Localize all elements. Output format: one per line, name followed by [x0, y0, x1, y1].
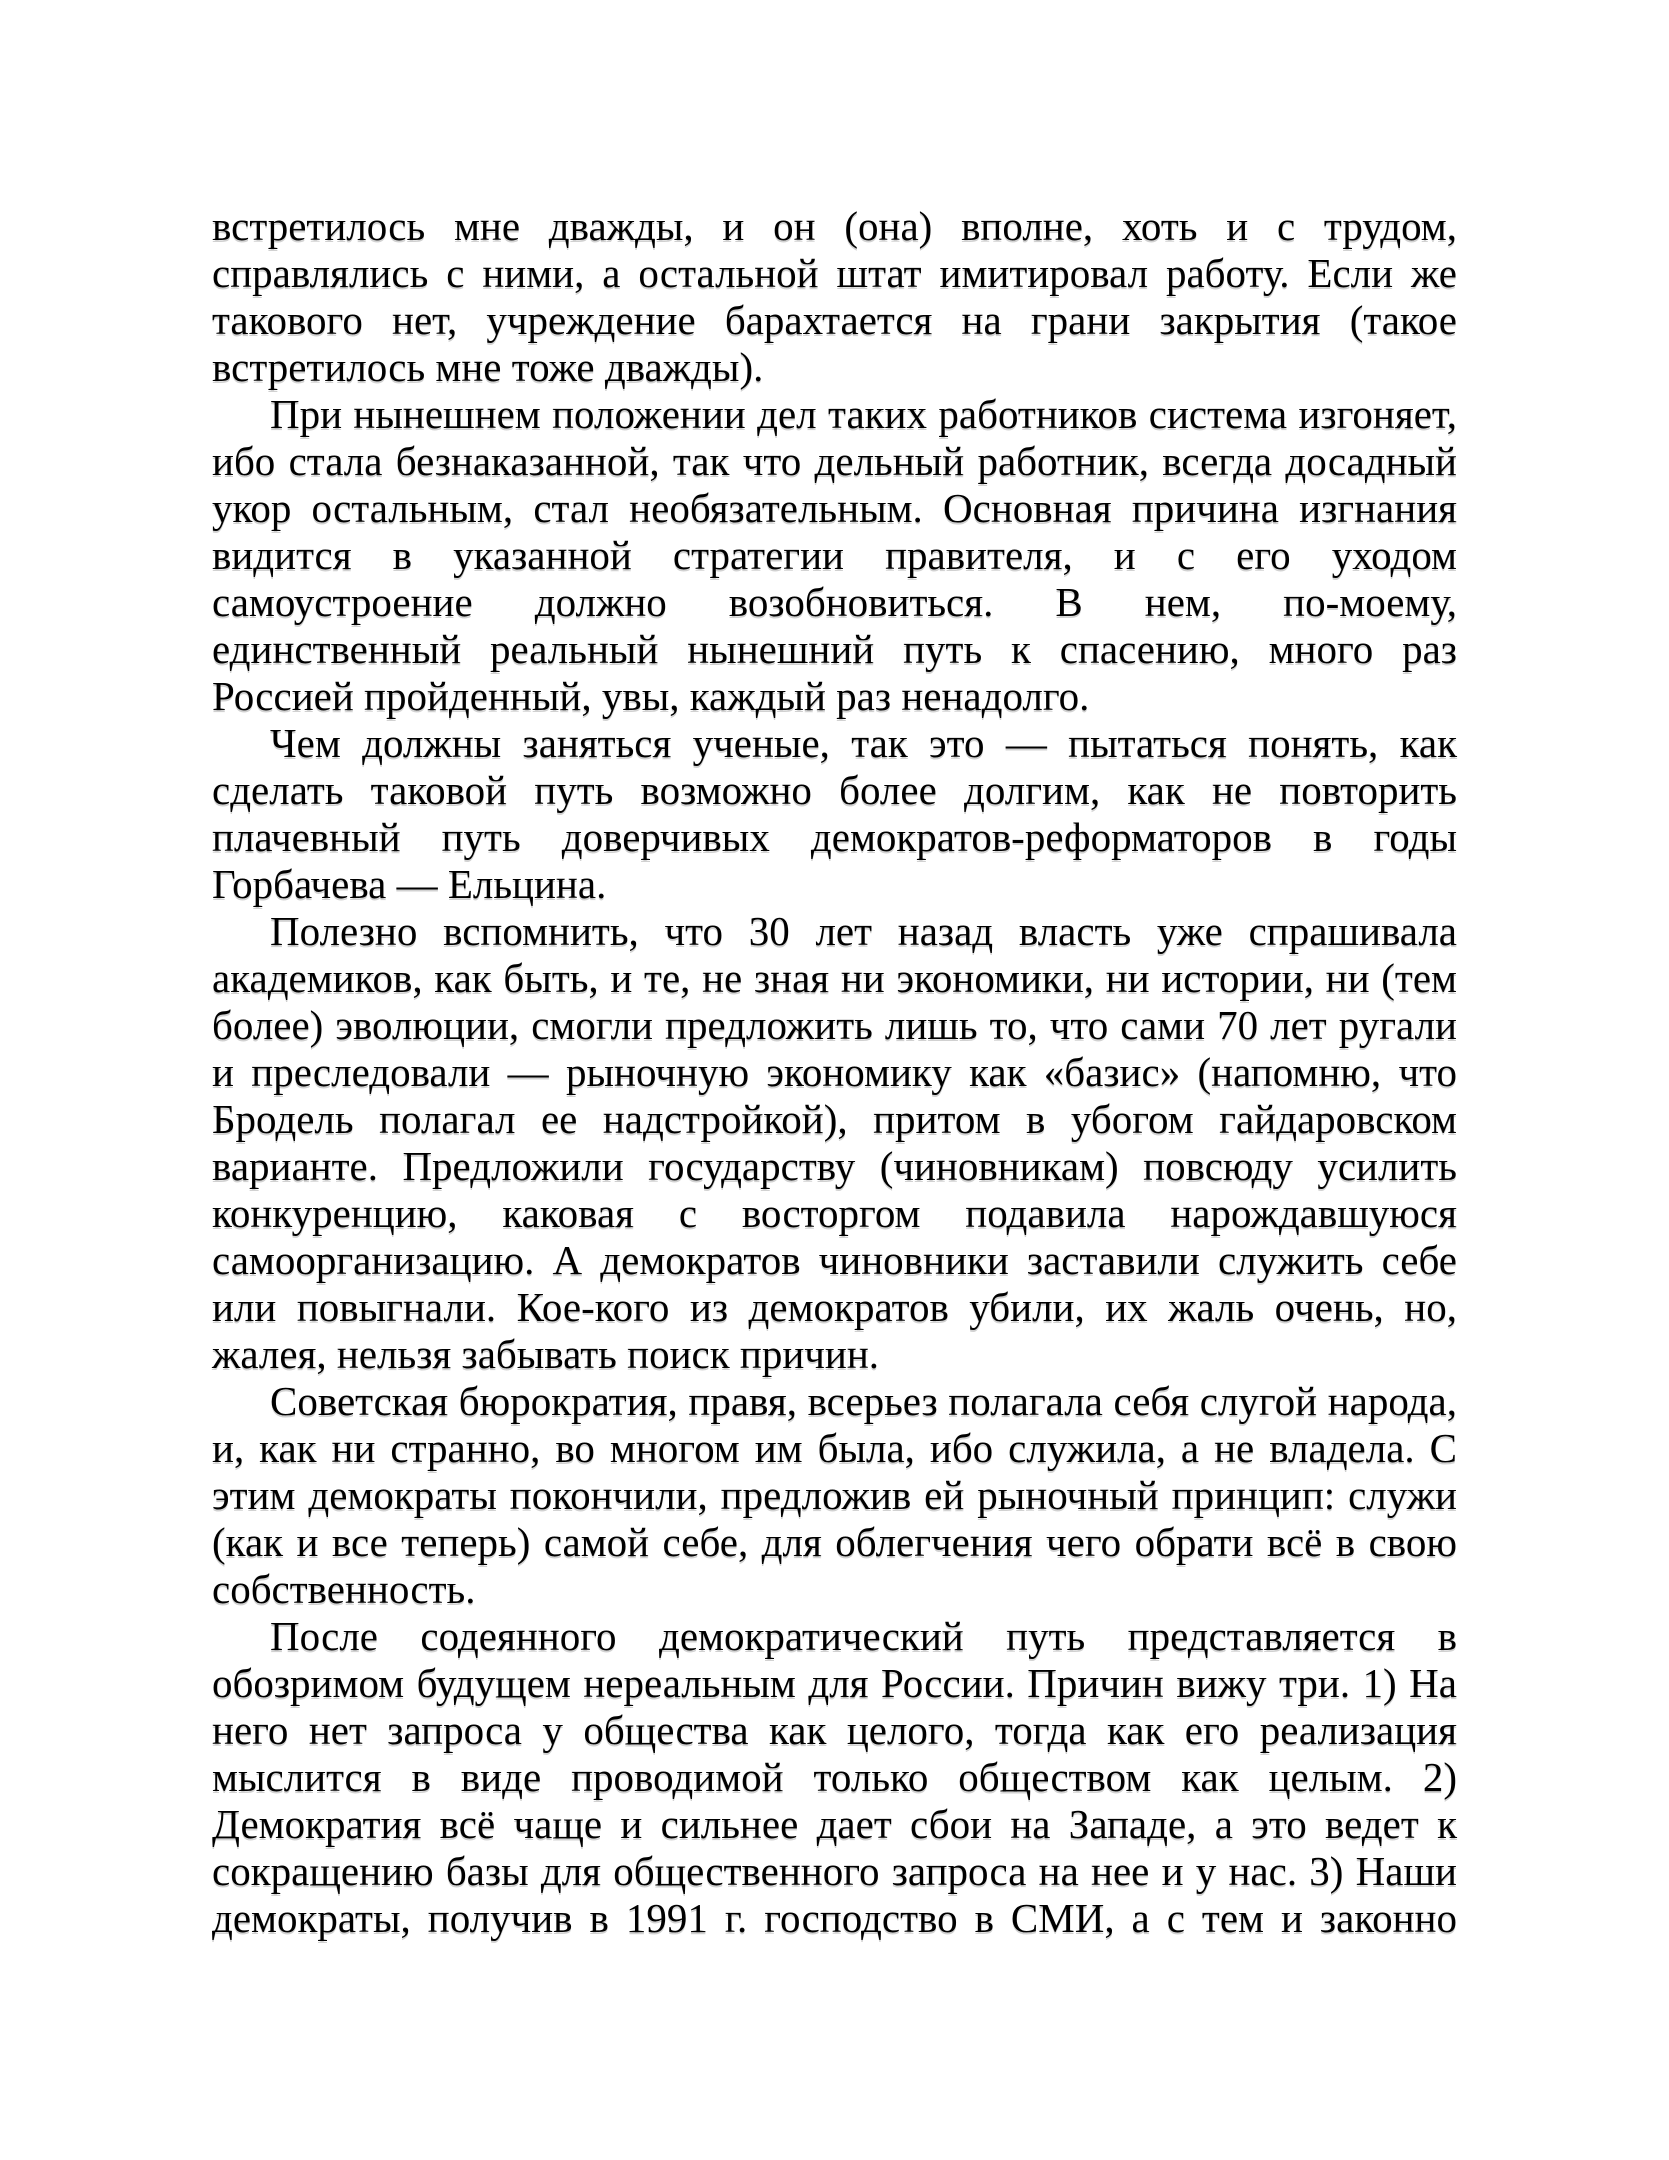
paragraph: Чем должны заняться ученые, так это — пытаться понять, как сделать таковой путь возможно более долгим, как не повторить плачевный путь доверчивых демократов-реформаторов в годы Горбачева — Ельцина. — [212, 720, 1457, 907]
paragraph: встретилось мне дважды, и он (она) вполне, хоть и с трудом, справлялись с ними, а остальной штат имитировал работу. Если же такового нет, учреждение барахтается на грани закрытия (такое встретилось мне тоже дважды). — [212, 203, 1457, 390]
text-block — [212, 203, 1457, 1942]
paragraph: При нынешнем положении дел таких работников система изгоняет, ибо стала безнаказанной, так что дельный работник, всегда досадный укор остальным, стал необязательным. Основная причина изгнания видится в указанной стратегии правителя, и с его уходом самоустроение должно возобновиться. В нем, по-моему, единственный реальный нынешний путь к спасению, много раз Россией пройденный, увы, каждый раз ненадолго. — [212, 391, 1457, 719]
paragraph: Полезно вспомнить, что 30 лет назад власть уже спрашивала академиков, как быть, и те, не зная ни экономики, ни истории, ни (тем более) эволюции, смогли предложить лишь то, что сами 70 лет ругали и преследовали — рыночную экономику как «базис» (напомню, что Бродель полагал ее надстройкой), притом в убогом гайдаровском варианте. Предложили государству (чиновникам) повсюду усилить конкуренцию, каковая с восторгом подавила нарождавшуюся самоорганизацию. А демократов чиновники заставили служить себе или повыгнали. Кое-кого из демократов убили, их жаль очень, но, жалея, нельзя забывать поиск причин. — [212, 908, 1457, 1377]
paragraph: После содеянного демократический путь представляется в обозримом будущем нереальным для России. Причин вижу три. 1) На него нет запроса у общества как целого, тогда как его реализация мыслится в виде проводимой только обществом как целым. 2) Демократия всё чаще и сильнее дает сбои на Западе, а это ведет к сокращению базы для общественного запроса на нее и у нас. 3) Наши демократы, получив в 1991 г. господство в СМИ, а с тем и законно — [212, 1613, 1457, 1941]
paragraph: Советская бюрократия, правя, всерьез полагала себя слугой народа, и, как ни странно, во многом им была, ибо служила, а не владела. С этим демократы покончили, предложив ей рыночный принцип: служи (как и все теперь) самой себе, для облегчения чего обрати всё в свою собственность. — [212, 1378, 1457, 1612]
